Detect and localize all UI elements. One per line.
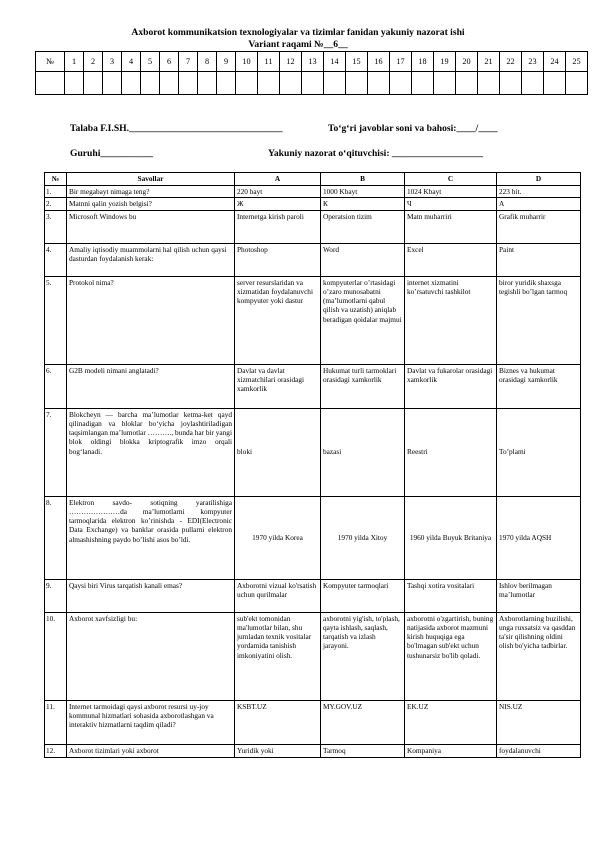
question-number: 2. [45, 198, 67, 210]
grid-number-row [36, 52, 588, 72]
question-text: Blokcheyn — barcha ma’lumotlar ketma-ket qayd qilinadigan va bloklar bo‘yicha joylashtiriladigan taqsimlangan ma’lumotlar ………., bunda har bir yangi blok oldingi blokka kriptografik imzo orqali bog‘lanadi. [67, 408, 235, 496]
option-d: А [497, 198, 581, 210]
question-text: Qaysi biri Virus tarqatish kanali emas? [67, 579, 235, 612]
grid-answer-corner [36, 72, 65, 95]
grid-answer-cell[interactable] [302, 72, 324, 95]
exam-title: Axborot kommunikatsion texnologiyalar va tizimlar fanidan yakuniy nazorat ishi [131, 27, 465, 38]
question-row [45, 700, 581, 744]
grid-answer-cell[interactable] [280, 72, 302, 95]
question-row [45, 364, 581, 408]
option-a: Yuridik yoki [235, 744, 321, 757]
question-row [45, 243, 581, 276]
option-d: Biznes va hukumat orasidagi xamkorlik [497, 364, 581, 408]
question-number: 12. [45, 744, 67, 757]
option-c: 1960 yilda Buyuk Britaniya [405, 496, 497, 579]
option-c: axborotni o'zgartirish, buning natijasida axborot mazmuni kirish huquqiga ega bo'lmagan sub'ekt uchun tushunarsiz bo'lib qoladi. [405, 612, 497, 700]
grid-answer-cell[interactable] [478, 72, 500, 95]
option-b: Hukumat turli tarmoklari orasidagi xamkorlik [321, 364, 405, 408]
option-c: Davlat va fukarolar orasidagi xamkorlik [405, 364, 497, 408]
option-d: To’plami [497, 408, 581, 496]
question-text: Elektron savdo- sotiqning yaratilishiga …………………da ma’lumotlarni kompyuter tarmoqlarida elektron ko’rinishda - EDI(Electronic Data Exchange) va banklar orasida pullarni elektron almashishning paydo bo’lishi asos bo’ldi. [67, 496, 235, 579]
option-d: Axborotlarning buzilishi, unga ruxsatsiz va qasddan ta'sir qilishning oldini olish bo'yicha tadbirlar. [497, 612, 581, 700]
option-a: server resurslaridan va xizmatidan foydalanuvchi kompyuter yoki dastur [235, 276, 321, 364]
grid-number-cell: 9 [217, 52, 236, 72]
grid-answer-cell[interactable] [390, 72, 412, 95]
option-c: Matn muharriri [405, 210, 497, 243]
grid-number-cell: 16 [368, 52, 390, 72]
question-row [45, 276, 581, 364]
grid-answer-cell[interactable] [324, 72, 346, 95]
grid-number-cell: 10 [236, 52, 258, 72]
header-option-c: C [405, 173, 497, 186]
option-b: Word [321, 243, 405, 276]
option-d: Grafik muharrir [497, 210, 581, 243]
question-number: 1. [45, 186, 67, 198]
option-d: NIS.UZ [497, 700, 581, 744]
question-row [45, 198, 581, 210]
grid-answer-cell[interactable] [141, 72, 160, 95]
option-a: 1970 yilda Korea [235, 496, 321, 579]
question-text: Axborot xavfsizligi bu: [67, 612, 235, 700]
option-a: Internetga kirish paroli [235, 210, 321, 243]
score-field[interactable]: To‘g‘ri javoblar soni va bahosi:____/____ [328, 123, 498, 134]
question-number: 6. [45, 364, 67, 408]
grid-answer-cell[interactable] [198, 72, 217, 95]
grid-number-cell: 2 [84, 52, 103, 72]
question-text: Internet tarmoidagi qaysi axborot resursi uy-joy kommunal hizmatlari sohasida axborotlashgan va interaktiv hizmatlarni taqdim qiladi? [67, 700, 235, 744]
option-b: Operatsion tizim [321, 210, 405, 243]
grid-number-cell: 7 [179, 52, 198, 72]
option-c: Kompaniya [405, 744, 497, 757]
option-a: Davlat va davlat xizmatchilari orasidagi xamkorlik [235, 364, 321, 408]
grid-number-cell: 5 [141, 52, 160, 72]
option-c: Tashqi xotira vositalari [405, 579, 497, 612]
option-c: internet xizmatini ko’rsatuvchi tashkilot [405, 276, 497, 364]
grid-answer-cell[interactable] [122, 72, 141, 95]
header-number: № [45, 173, 67, 186]
option-b: К [321, 198, 405, 210]
header-option-d: D [497, 173, 581, 186]
grid-answer-cell[interactable] [368, 72, 390, 95]
header-option-a: A [235, 173, 321, 186]
grid-answer-cell[interactable] [258, 72, 280, 95]
option-a: bloki [235, 408, 321, 496]
grid-answer-cell[interactable] [434, 72, 456, 95]
grid-answer-cell[interactable] [412, 72, 434, 95]
question-number: 3. [45, 210, 67, 243]
grid-answer-cell[interactable] [160, 72, 179, 95]
question-row [45, 408, 581, 496]
grid-number-cell: 24 [544, 52, 566, 72]
answer-grid [35, 51, 588, 95]
option-b: Kompyuter tarmoqlari [321, 579, 405, 612]
option-b: 1970 yilda Xitoy [321, 496, 405, 579]
grid-answer-cell[interactable] [346, 72, 368, 95]
grid-number-cell: 20 [456, 52, 478, 72]
question-text: Matnni qalin yozish belgisi? [67, 198, 235, 210]
grid-answer-cell[interactable] [217, 72, 236, 95]
option-b: axborotni yig'ish, to'plash, qayta ishlash, saqlash, tarqatish va izlash jarayoni. [321, 612, 405, 700]
option-b: 1000 Kbayt [321, 186, 405, 198]
grid-answer-cell[interactable] [84, 72, 103, 95]
question-row [45, 744, 581, 757]
grid-number-cell: 12 [280, 52, 302, 72]
option-c: Ч [405, 198, 497, 210]
grid-number-cell: 13 [302, 52, 324, 72]
grid-answer-row [36, 72, 588, 95]
student-name-field[interactable]: Talaba F.I.SH.________________________________ [70, 123, 283, 134]
option-d: foydalanuvchi [497, 744, 581, 757]
option-c: EK.UZ [405, 700, 497, 744]
grid-answer-cell[interactable] [179, 72, 198, 95]
grid-answer-cell[interactable] [566, 72, 588, 95]
option-a: 220 bayt [235, 186, 321, 198]
question-row [45, 579, 581, 612]
grid-number-cell: 25 [566, 52, 588, 72]
header-question: Savollar [67, 173, 235, 186]
question-number: 9. [45, 579, 67, 612]
variant-number: Variant raqami №__6__ [248, 39, 348, 50]
question-row [45, 186, 581, 198]
question-text: Bir megabayt nimaga teng? [67, 186, 235, 198]
option-a: sub'ekt tomonidan ma'lumotlar bilan, shu jumladan texnik vositalar yordamida tanishish imkoniyatini olish. [235, 612, 321, 700]
grid-corner-cell: № [36, 52, 65, 72]
grid-answer-cell[interactable] [236, 72, 258, 95]
grid-answer-cell[interactable] [522, 72, 544, 95]
question-number: 11. [45, 700, 67, 744]
grid-number-cell: 22 [500, 52, 522, 72]
grid-answer-cell[interactable] [65, 72, 84, 95]
grid-number-cell: 14 [324, 52, 346, 72]
question-text: G2B modeli nimani anglatadi? [67, 364, 235, 408]
grid-number-cell: 3 [103, 52, 122, 72]
question-text: Microsoft Windows bu [67, 210, 235, 243]
option-b: kompyuterlar o’rtasidagi o’zaro munosabatni (ma’lumotlarni qabul qilish va uzatish) aniqlab beradigan qoidalar majmui [321, 276, 405, 364]
grid-answer-cell[interactable] [103, 72, 122, 95]
option-a: KSBT.UZ [235, 700, 321, 744]
questions-table [44, 172, 581, 758]
grid-number-cell: 17 [390, 52, 412, 72]
grid-answer-cell[interactable] [456, 72, 478, 95]
option-c: Excel [405, 243, 497, 276]
option-d: 223 bit. [497, 186, 581, 198]
option-d: Ishlov berilmagan ma’lumotlar [497, 579, 581, 612]
question-number: 8. [45, 496, 67, 579]
option-d: 1970 yilda AQSH [497, 496, 581, 579]
question-number: 7. [45, 408, 67, 496]
question-number: 10. [45, 612, 67, 700]
grid-answer-cell[interactable] [544, 72, 566, 95]
option-b: MY.GOV.UZ [321, 700, 405, 744]
grid-number-cell: 23 [522, 52, 544, 72]
question-text: Axborot tizimlari yoki axborot [67, 744, 235, 757]
header-option-b: B [321, 173, 405, 186]
questions-header-row [45, 173, 581, 186]
grid-number-cell: 1 [65, 52, 84, 72]
question-row [45, 612, 581, 700]
grid-number-cell: 8 [198, 52, 217, 72]
option-a: Axborotni vizual ko'rsatish uchun qurilmalar [235, 579, 321, 612]
option-a: Photoshop [235, 243, 321, 276]
question-text: Protokol nima? [67, 276, 235, 364]
grid-number-cell: 6 [160, 52, 179, 72]
option-b: bazasi [321, 408, 405, 496]
group-field[interactable]: Guruhi___________ [70, 148, 154, 159]
option-c: Reestri [405, 408, 497, 496]
grid-answer-cell[interactable] [500, 72, 522, 95]
grid-number-cell: 11 [258, 52, 280, 72]
teacher-field[interactable]: Yakuniy nazorat o‘qituvchisi: ___________________ [268, 148, 484, 159]
grid-number-cell: 4 [122, 52, 141, 72]
grid-number-cell: 19 [434, 52, 456, 72]
question-text: Amaliy iqtisodiy muammolarni hal qilish uchun qaysi dasturdan foydalanish kerak: [67, 243, 235, 276]
question-number: 5. [45, 276, 67, 364]
question-row [45, 210, 581, 243]
grid-number-cell: 21 [478, 52, 500, 72]
option-a: Ж [235, 198, 321, 210]
grid-number-cell: 15 [346, 52, 368, 72]
option-d: Paint [497, 243, 581, 276]
option-d: biror yuridik shaxsga tegishli bo’lgan tarmoq [497, 276, 581, 364]
question-row [45, 496, 581, 579]
grid-number-cell: 18 [412, 52, 434, 72]
option-c: 1024 Kbayt [405, 186, 497, 198]
option-b: Tarmoq [321, 744, 405, 757]
question-number: 4. [45, 243, 67, 276]
